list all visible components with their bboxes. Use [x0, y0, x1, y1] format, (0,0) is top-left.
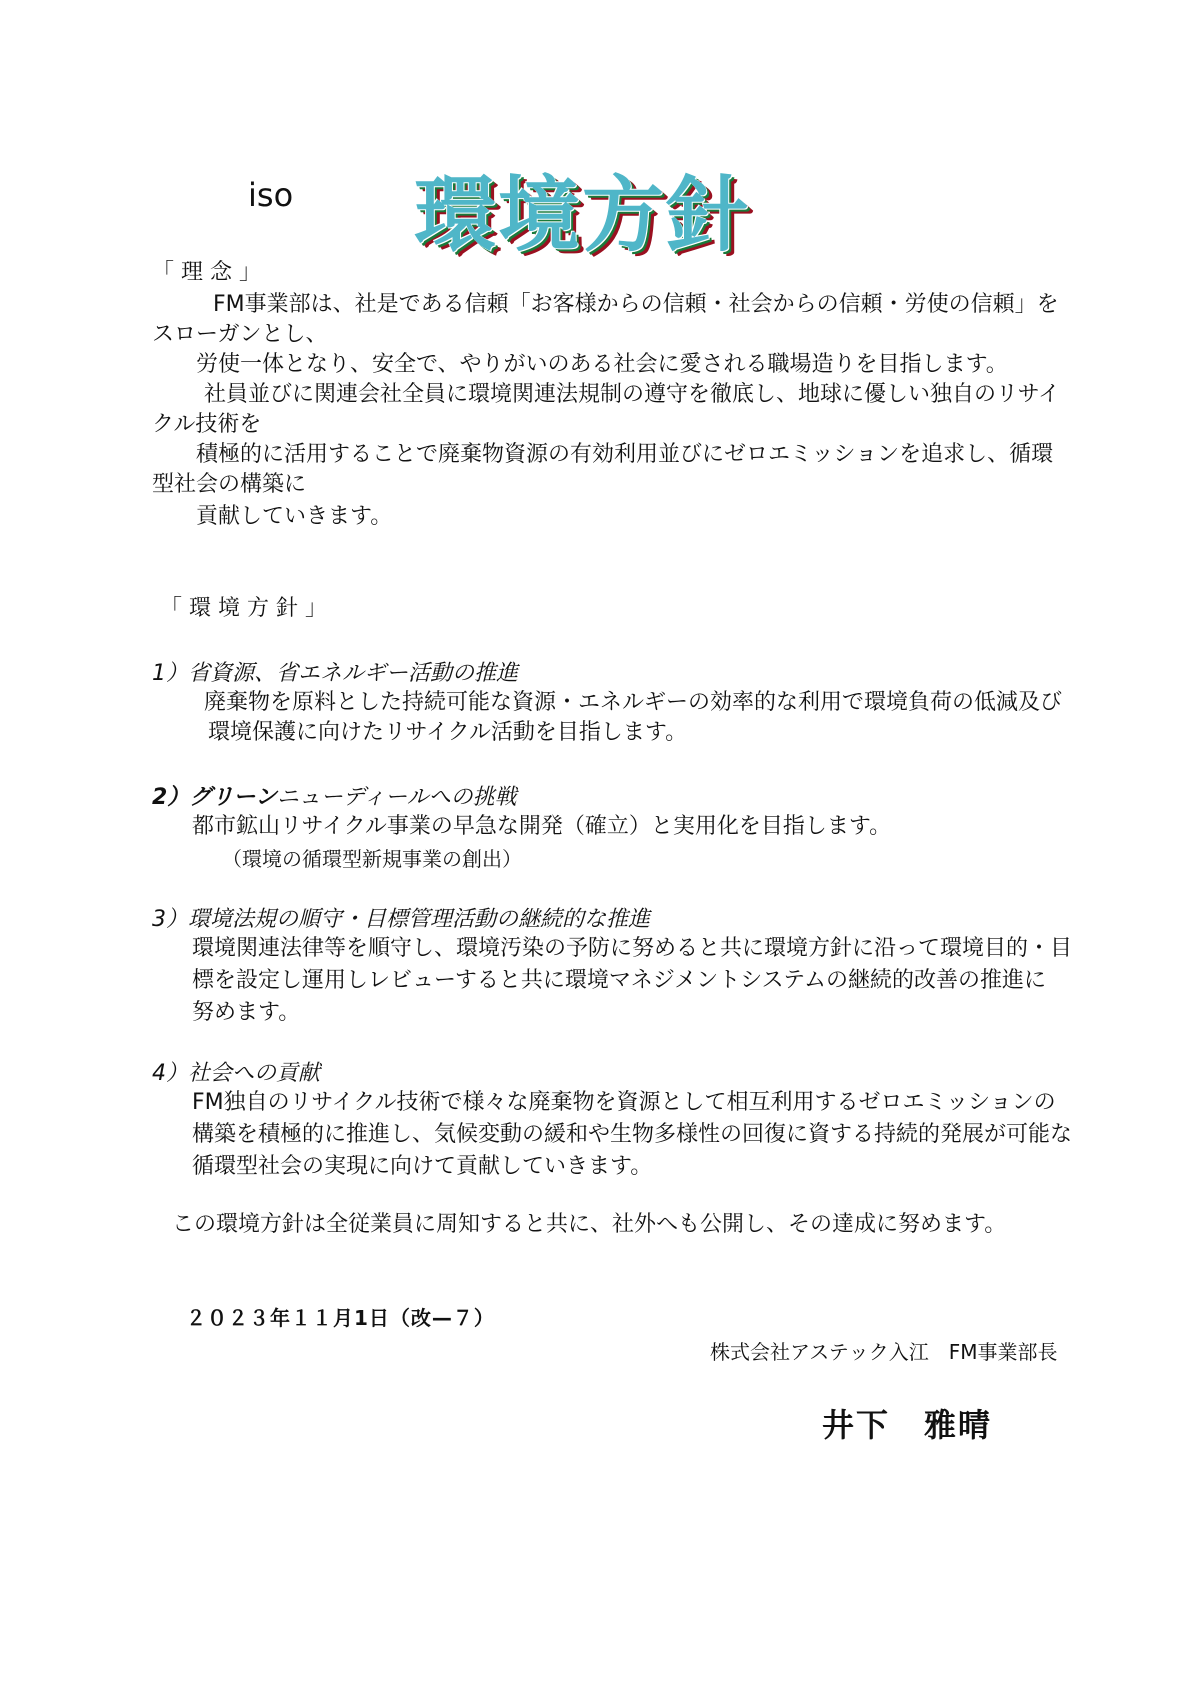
policy-item-line: FM独自のリサイクル技術で様々な廃棄物を資源として相互利用するゼロエミッションの	[192, 1090, 1056, 1115]
philosophy-line: クル技術を	[152, 412, 262, 437]
philosophy-line: 貢献していきます。	[196, 504, 393, 529]
policy-item-line: 廃棄物を原料とした持続可能な資源・エネルギーの効率的な利用で環境負荷の低減及び	[204, 690, 1063, 715]
policy-item-line: 標を設定し運用しレビューすると共に環境マネジメントシステムの継続的改善の推進に	[192, 968, 1047, 993]
company-name: 株式会社アステック入江 FM事業部長	[710, 1340, 1058, 1364]
issue-date: ２０２３年１１月1日（改—７）	[186, 1306, 495, 1330]
philosophy-line: 積極的に活用することで廃棄物資源の有効利用並びにゼロエミッションを追求し、循環	[196, 442, 1054, 467]
philosophy-line: スローガンとし、	[152, 322, 328, 347]
policy-item-heading	[152, 780, 517, 811]
philosophy-line: 労使一体となり、安全で、やりがいのある社会に愛される職場造りを目指します。	[196, 352, 1008, 377]
philosophy-line: 社員並びに関連会社全員に環境関連法規制の遵守を徹底し、地球に優しい独自のリサイ	[204, 382, 1061, 407]
policy-item-title: 社会への貢献	[188, 1061, 321, 1086]
policy-heading: 「 環 境 方 針 」	[160, 596, 327, 621]
policy-item-number: 4）	[152, 1061, 188, 1086]
policy-item-title-bold: グリーン	[189, 785, 277, 810]
policy-item-line: 構築を積極的に推進し、気候変動の緩和や生物多様性の回復に資する持続的発展が可能な	[192, 1122, 1073, 1147]
policy-item-line: 努めます。	[192, 1000, 301, 1025]
policy-item-title: 環境法規の順守・目標管理活動の継続的な推進	[188, 907, 651, 932]
closing-statement: この環境方針は全従業員に周知すると共に、社外へも公開し、その達成に努めます。	[172, 1212, 1007, 1237]
policy-item-line: （環境の循環型新規事業の創出）	[222, 847, 522, 871]
policy-item-title: 省資源、省エネルギー活動の推進	[188, 661, 519, 686]
policy-item-line: 都市鉱山リサイクル事業の早急な開発（確立）と実用化を目指します。	[192, 814, 892, 839]
policy-item-number: 1）	[152, 661, 188, 686]
policy-item-line: 環境保護に向けたリサイクル活動を目指します。	[208, 720, 688, 745]
iso-label: iso	[248, 176, 294, 214]
philosophy-line: 型社会の構築に	[152, 472, 307, 497]
policy-item-line: 環境関連法律等を順守し、環境汚染の予防に努めると共に環境方針に沿って環境目的・目	[192, 936, 1073, 961]
philosophy-line: FM事業部は、社是である信頼「お客様からの信頼・社会からの信頼・労使の信頼」を	[213, 292, 1059, 317]
policy-item-heading	[152, 656, 518, 687]
policy-item-number: 2）	[152, 785, 190, 810]
policy-item-heading	[152, 1056, 320, 1087]
philosophy-heading: 「 理 念 」	[152, 260, 261, 285]
policy-item-heading	[152, 902, 650, 933]
document-title: 環境方針	[414, 168, 751, 263]
policy-item-title: ニューディールへの挑戦	[276, 785, 517, 810]
policy-item-number: 3）	[152, 907, 188, 932]
policy-item-line: 循環型社会の実現に向けて貢献していきます。	[192, 1154, 653, 1179]
signatory-name: 井下 雅晴	[822, 1406, 993, 1444]
